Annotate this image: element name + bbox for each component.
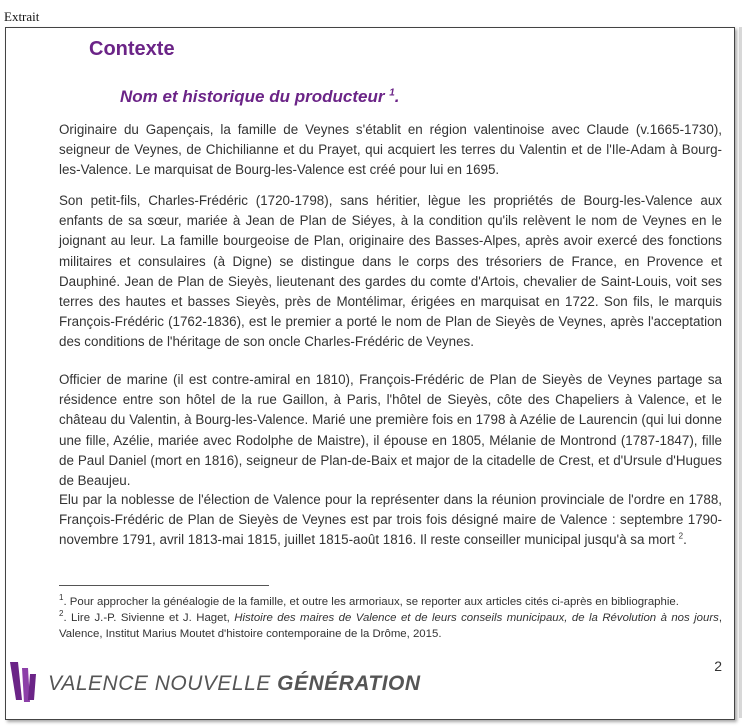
page-number: 2 [714, 658, 722, 674]
brand-logo [8, 660, 421, 704]
footnote-2-book-title: Histoire des maires de Valence et de leurs conseils municipaux, de la Révolution à nos jours [234, 612, 719, 624]
footnote-2 [59, 611, 722, 642]
footnote-ref-1: 1 [389, 87, 395, 99]
subsection-title-text: Nom et historique du producteur [120, 87, 385, 106]
footnote-divider [59, 585, 269, 586]
document-page [5, 27, 735, 720]
paragraph-3: Officier de marine (il est contre-amiral en 1810), François-Frédéric de Plan de Sieyès de Veynes partage sa résidence entre son hôtel de la rue Gaillon, à Paris, l'hôtel de Sieyès, côte des Chapeliers à Valence, et le château du Valentin, à Bourg-les-Valence. Marié une première fois en 1798 à Azélie de Laurencin (qui lui donne une fille, Azélie, mariée avec Rodolphe de Maistre), il épouse en 1805, Mélanie de Montrond (1787-1847), fille de Paul Daniel (mort en 1816), seigneur de Plan-de-Baix et major de la citadelle de Crest, et d'Ursule d'Hugues de Beaujeu. [59, 372, 722, 489]
paragraph-1: Originaire du Gapençais, la famille de Veynes s'établit en région valentinoise avec Claude (v.1665-1730), seigneur de Veynes, de Chichilianne et du Prayet, qui acquiert les terres du Valentin et de l'Ile-Adam à Bourg-les-Valence. Le marquisat de Bourg-les-Valence est créé pour lui en 1695. [59, 122, 722, 178]
footnote-1-ref: 1 [59, 593, 64, 603]
footnote-2-pre: . Lire J.-P. Sivienne et J. Haget, [63, 612, 235, 624]
footnote-ref-2: 2 [678, 531, 684, 541]
extract-label: Extrait [4, 9, 40, 24]
paragraph-2: Son petit-fils, Charles-Frédéric (1720-1798), sans héritier, lègue les propriétés de Bourg-les-Valence aux enfants de sa sœur, mariée à Jean de Plan de Siéyes, à la condition qu'ils relèvent le nom de Veynes en le joignant au leur. La famille bourgeoise de Plan, originaire des Basses-Alpes, après avoir exercé des fonctions militaires et consulaires (à Digne) se distingue dans le corps des trésoriers de France, en Provence et Dauphiné. Jean de Plan de Sieyès, lieutenant des gardes du comte d'Artois, chevalier de Saint-Louis, voit ses terres des hautes et basses Sieyès, près de Montélimar, érigées en marquisat en 1722. Son fils, le marquis François-Frédéric (1762-1836), est le premier a porté le nom de Plan de Sieyès de Veynes, après l'acceptation des conditions de l'héritage de son oncle Charles-Frédéric de Veynes. [59, 193, 722, 350]
footnote-2-post: , Valence, Institut Marius Moutet d'histoire contemporaine de la Drôme, 2015. [59, 612, 722, 640]
vng-logo-icon [8, 660, 46, 704]
paragraph-4-end: . [683, 532, 687, 548]
footnote-2-ref: 2 [59, 609, 64, 619]
paragraph-4 [59, 490, 722, 551]
subsection-title-end: . [394, 87, 400, 106]
logo-wordmark [48, 672, 421, 696]
paragraph-4-text: Elu par la noblesse de l'élection de Valence pour la représenter dans la réunion provinciale de l'ordre en 1788, François-Frédéric de Plan de Sieyès de Veynes est par trois fois désigné maire de Valence : septembre 1790-novembre 1791, avril 1813-mai 1815, juillet 1815-août 1816. Il reste conseiller municipal jusqu'à sa mort [59, 492, 722, 548]
footnote-1-text: . Pour approcher la généalogie de la famille, et outre les armoriaux, se reporter aux articles cités ci-après en bibliographie. [63, 596, 679, 608]
footnote-1 [59, 595, 722, 611]
logo-word-2: GÉNÉRATION [277, 672, 421, 695]
section-title: Contexte [89, 38, 175, 60]
logo-word-1: VALENCE NOUVELLE [48, 672, 271, 695]
subsection-title [120, 87, 399, 107]
